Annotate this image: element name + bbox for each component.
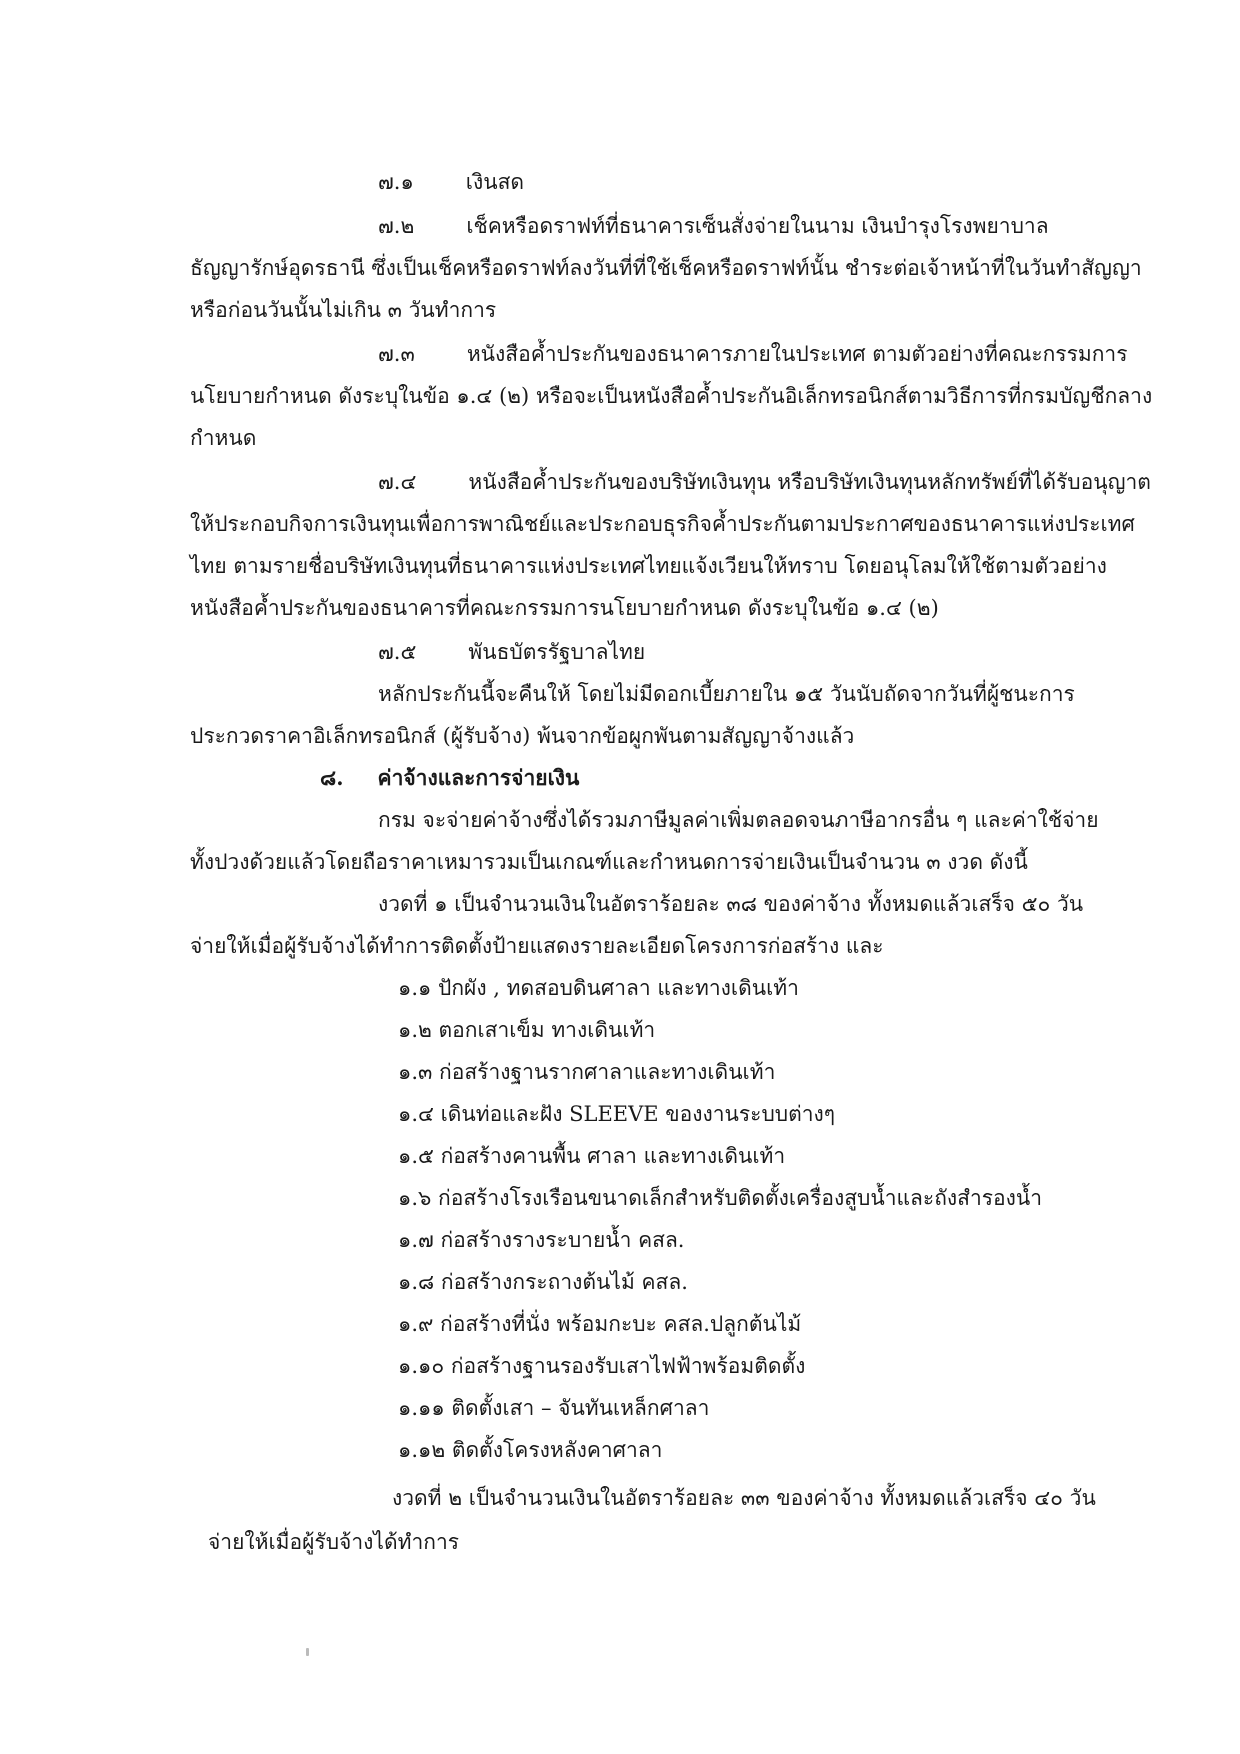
installment-1-line-1: งวดที่ ๑ เป็นจำนวนเงินในอัตราร้อยละ ๓๘ ของค่าจ้าง ทั้งหมดแล้วเสร็จ ๕๐ วัน — [378, 892, 1084, 916]
section-title: ค่าจ้างและการจ่ายเงิน — [377, 765, 580, 790]
item-number: ๗.๒ — [378, 214, 415, 238]
item-7-3 — [378, 340, 1128, 368]
payment-intro-line-1: กรม จะจ่ายค่าจ้างซึ่งได้รวมภาษีมูลค่าเพิ่มตลอดจนภาษีอากรอื่น ๆ และค่าใช้จ่าย — [378, 808, 1099, 832]
refund-line-2: ประกวดราคาอิเล็กทรอนิกส์ (ผู้รับจ้าง) พ้นจากข้อผูกพันตามสัญญาจ้างแล้ว — [190, 724, 855, 748]
installment-1-item: ๑.๘ ก่อสร้างกระถางต้นไม้ คสล. — [398, 1270, 688, 1294]
item-number: ๗.๔ — [378, 470, 417, 494]
installment-2-line-1: งวดที่ ๒ เป็นจำนวนเงินในอัตราร้อยละ ๓๓ ของค่าจ้าง ทั้งหมดแล้วเสร็จ ๔๐ วัน — [392, 1486, 1096, 1510]
item-7-5 — [378, 638, 645, 666]
item-7-4 — [378, 468, 1151, 496]
installment-1-item: ๑.๑๒ ติดตั้งโครงหลังคาศาลา — [398, 1438, 663, 1462]
installment-1-item: ๑.๒ ตอกเสาเข็ม ทางเดินเท้า — [398, 1018, 656, 1042]
item-text: พันธบัตรรัฐบาลไทย — [468, 640, 646, 664]
installment-1-item: ๑.๔ เดินท่อและฝัง SLEEVE ของงานระบบต่างๆ — [398, 1102, 836, 1126]
item-number: ๗.๕ — [378, 640, 417, 664]
installment-1-line-2: จ่ายให้เมื่อผู้รับจ้างได้ทำการติดตั้งป้ายแสดงรายละเอียดโครงการก่อสร้าง และ — [190, 934, 884, 958]
item-7-3-line-2: นโยบายกำหนด ดังระบุในข้อ ๑.๔ (๒) หรือจะเป็นหนังสือค้ำประกันอิเล็กทรอนิกส์ตามวิธีการที่กรมบัญชีกลาง — [190, 384, 1153, 408]
item-7-4-line-2: ให้ประกอบกิจการเงินทุนเพื่อการพาณิชย์และประกอบธุรกิจค้ำประกันตามประกาศของธนาคารแห่งประเทศ — [190, 512, 1135, 536]
refund-line-1: หลักประกันนี้จะคืนให้ โดยไม่มีดอกเบี้ยภายใน ๑๕ วันนับถัดจากวันที่ผู้ชนะการ — [378, 682, 1075, 706]
installment-1-item: ๑.๑๐ ก่อสร้างฐานรองรับเสาไฟฟ้าพร้อมติดตั้ง — [398, 1354, 806, 1378]
item-7-3-line-3: กำหนด — [190, 426, 257, 450]
installment-1-item: ๑.๗ ก่อสร้างรางระบายน้ำ คสล. — [398, 1228, 685, 1252]
item-7-2-line-2: ธัญญารักษ์อุดรธานี ซึ่งเป็นเช็คหรือดราฟท์ลงวันที่ที่ใช้เช็คหรือดราฟท์นั้น ชำระต่อเจ้าหน้าที่ในวันทำสัญญา — [190, 256, 1142, 280]
item-7-1 — [378, 168, 524, 196]
installment-1-item: ๑.๑๑ ติดตั้งเสา – จันทันเหล็กศาลา — [398, 1396, 710, 1420]
item-text: เงินสด — [465, 170, 525, 194]
item-text: หนังสือค้ำประกันของธนาคารภายในประเทศ ตามตัวอย่างที่คณะกรรมการ — [466, 342, 1128, 366]
installment-1-item: ๑.๕ ก่อสร้างคานพื้น ศาลา และทางเดินเท้า — [398, 1144, 786, 1168]
payment-intro-line-2: ทั้งปวงด้วยแล้วโดยถือราคาเหมารวมเป็นเกณฑ์และกำหนดการจ่ายเงินเป็นจำนวน ๓ งวด ดังนี้ — [190, 850, 1028, 874]
item-7-2-line-3: หรือก่อนวันนั้นไม่เกิน ๓ วันทำการ — [190, 298, 497, 322]
item-7-2 — [378, 212, 1049, 240]
item-text: เช็คหรือดราฟท์ที่ธนาคารเซ็นสั่งจ่ายในนาม เงินบำรุงโรงพยาบาล — [466, 214, 1049, 238]
item-number: ๗.๓ — [378, 342, 415, 366]
item-7-4-line-3: ไทย ตามรายชื่อบริษัทเงินทุนที่ธนาคารแห่งประเทศไทยแจ้งเวียนให้ทราบ โดยอนุโลมให้ใช้ตามตัวอย่าง — [190, 554, 1107, 578]
scan-speck — [306, 1648, 309, 1656]
installment-1-item: ๑.๙ ก่อสร้างที่นั่ง พร้อมกะบะ คสล.ปลูกต้นไม้ — [398, 1312, 802, 1336]
installment-2-line-2: จ่ายให้เมื่อผู้รับจ้างได้ทำการ — [208, 1530, 460, 1554]
section-8-heading — [320, 764, 579, 792]
installment-1-item: ๑.๑ ปักผัง , ทดสอบดินศาลา และทางเดินเท้า — [398, 976, 799, 1000]
item-7-4-line-4: หนังสือค้ำประกันของธนาคารที่คณะกรรมการนโยบายกำหนด ดังระบุในข้อ ๑.๔ (๒) — [190, 596, 939, 620]
installment-1-item: ๑.๓ ก่อสร้างฐานรากศาลาและทางเดินเท้า — [398, 1060, 776, 1084]
section-number: ๘. — [320, 765, 344, 790]
item-number: ๗.๑ — [378, 170, 414, 194]
installment-1-item: ๑.๖ ก่อสร้างโรงเรือนขนาดเล็กสำหรับติดตั้งเครื่องสูบน้ำและถังสำรองน้ำ — [398, 1186, 1043, 1210]
item-text: หนังสือค้ำประกันของบริษัทเงินทุน หรือบริษัทเงินทุนหลักทรัพย์ที่ได้รับอนุญาต — [468, 470, 1151, 494]
